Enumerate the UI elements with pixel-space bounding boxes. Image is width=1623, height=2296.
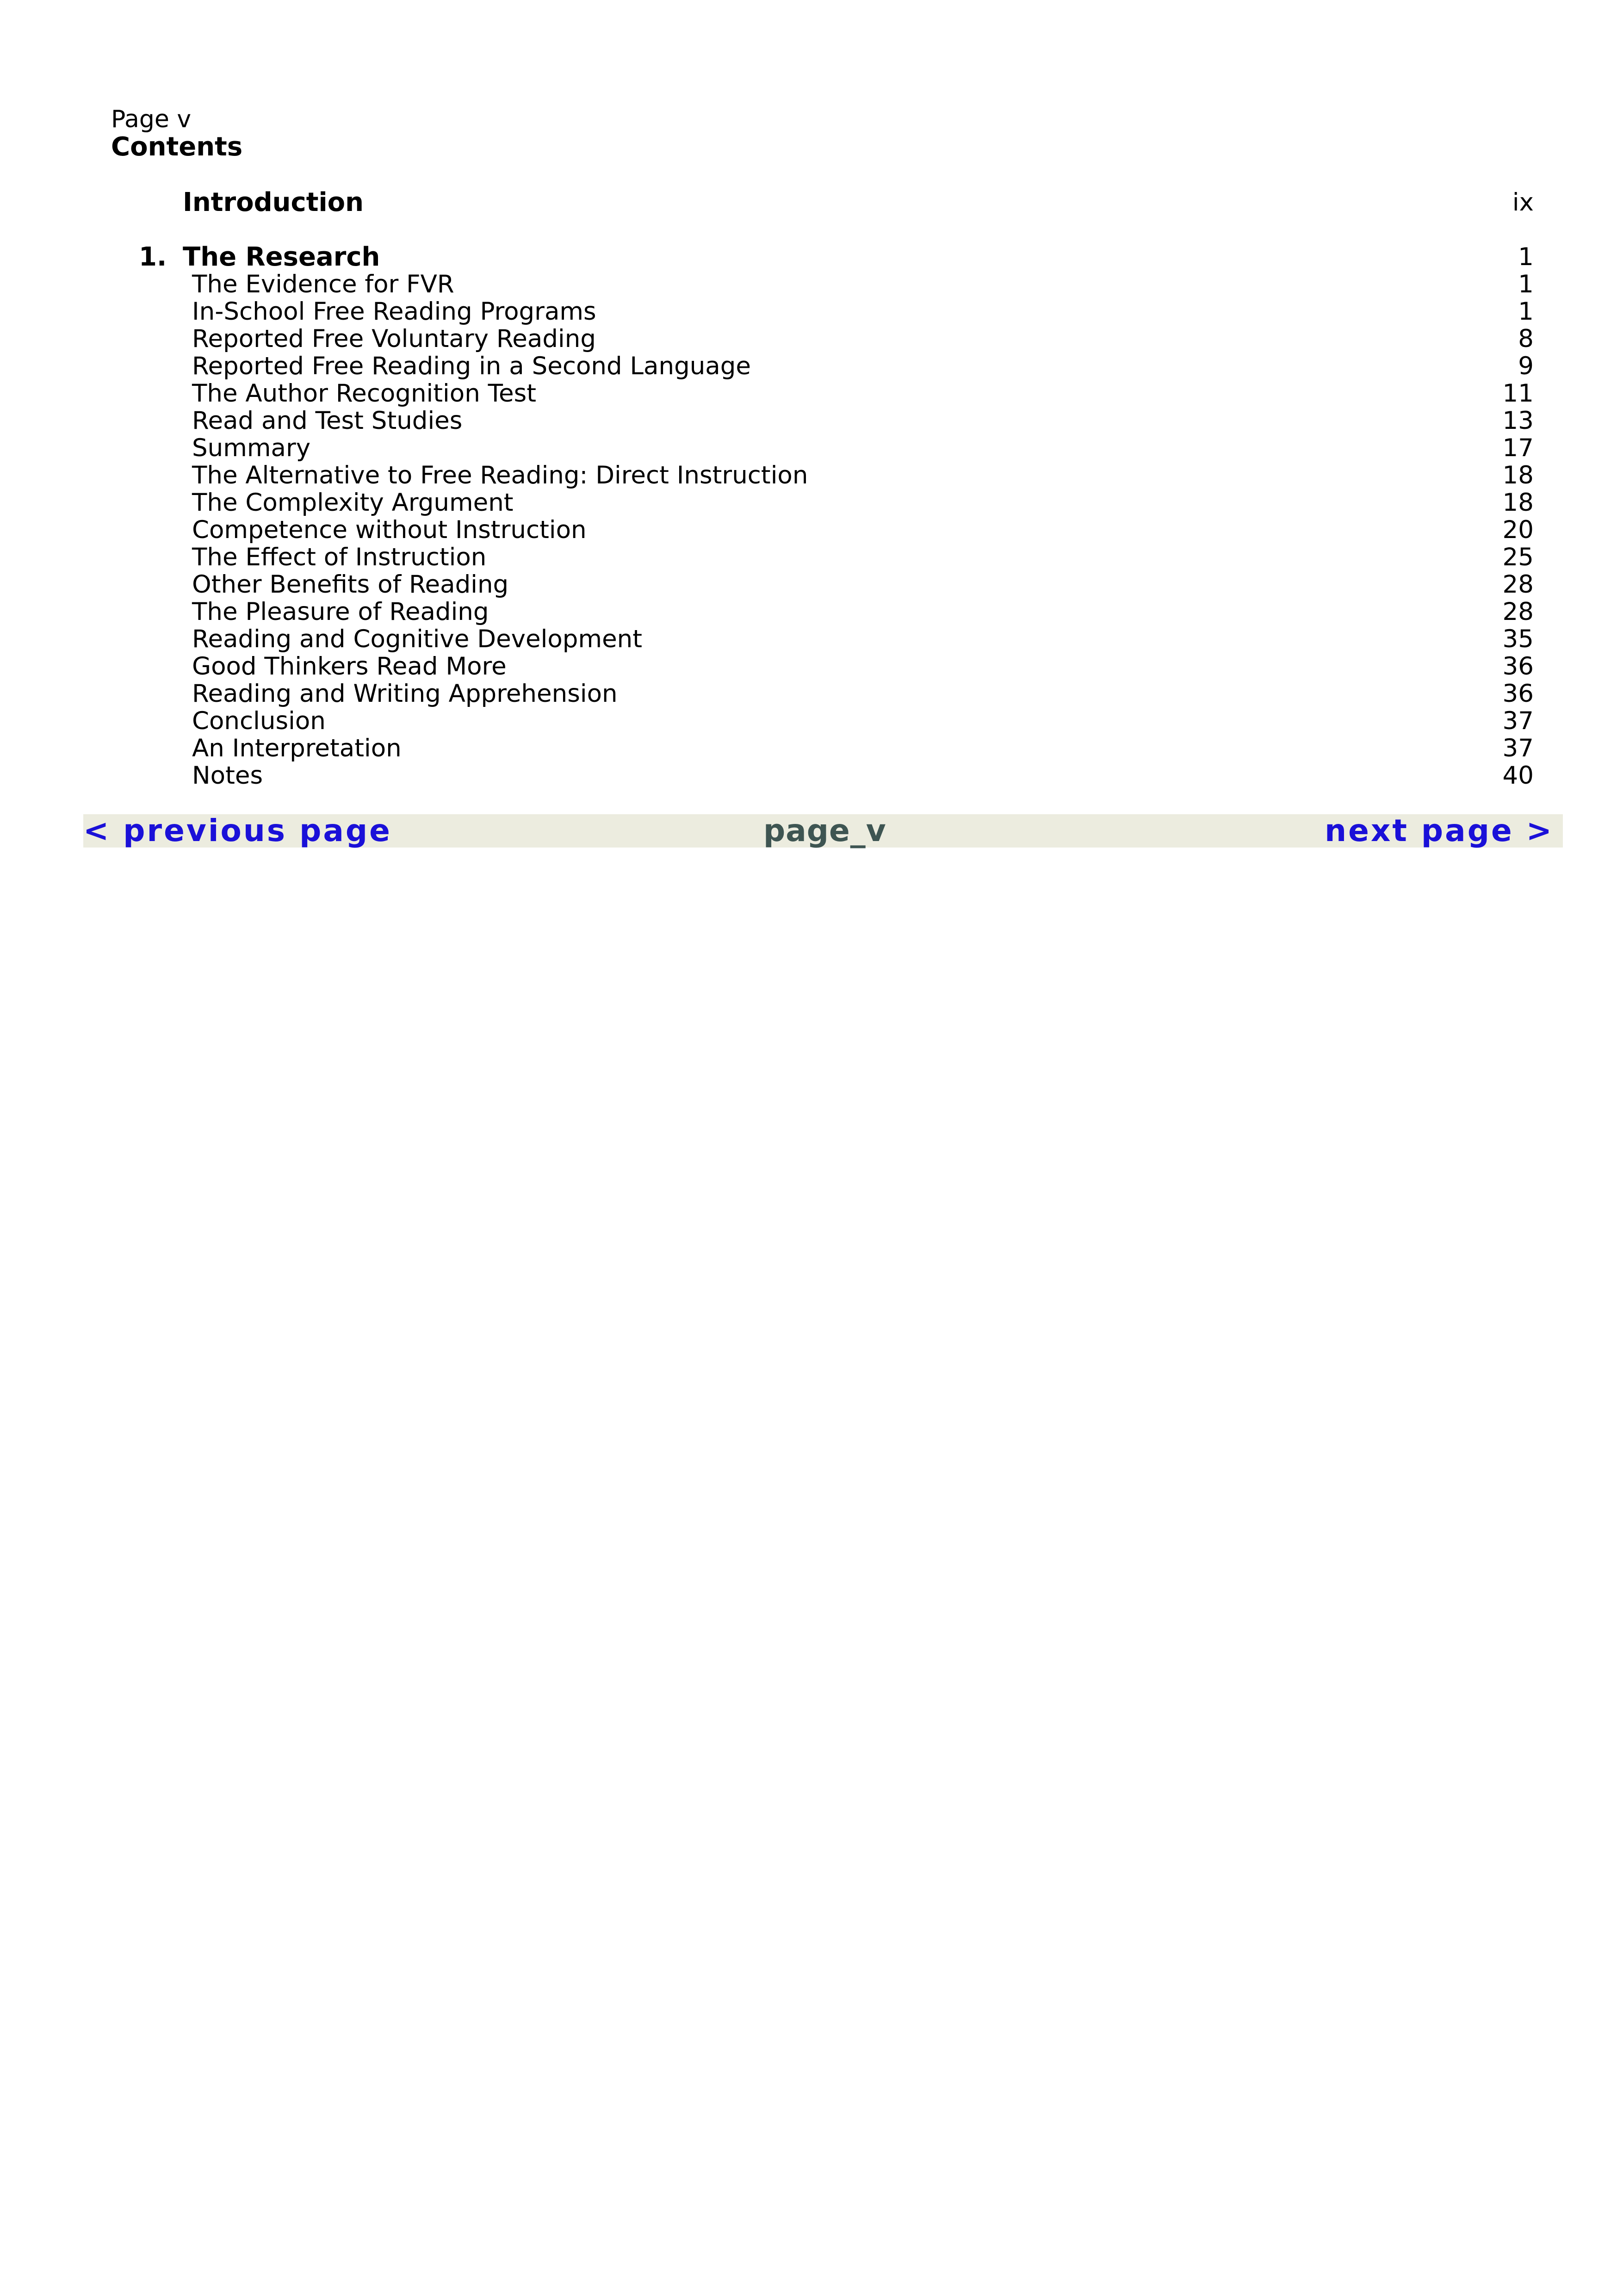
toc-section-page: 37 bbox=[1502, 707, 1534, 735]
toc-section[interactable] bbox=[0, 325, 1623, 353]
toc-section[interactable] bbox=[0, 680, 1623, 708]
toc-section-title: The Pleasure of Reading bbox=[192, 598, 489, 626]
toc-section[interactable] bbox=[0, 516, 1623, 544]
toc-section[interactable] bbox=[0, 762, 1623, 790]
toc-section-page: 36 bbox=[1502, 680, 1534, 708]
toc-section-title: Reported Free Voluntary Reading bbox=[192, 325, 596, 353]
toc-section[interactable] bbox=[0, 434, 1623, 462]
toc-section[interactable] bbox=[0, 298, 1623, 326]
toc-section-title: An Interpretation bbox=[192, 734, 402, 762]
contents-heading: Contents bbox=[111, 132, 243, 162]
toc-section[interactable] bbox=[0, 353, 1623, 380]
toc-section-title: Competence without Instruction bbox=[192, 516, 587, 544]
toc-section[interactable] bbox=[0, 271, 1623, 298]
toc-introduction-page: ix bbox=[1512, 188, 1534, 217]
toc-section-title: Reading and Writing Apprehension bbox=[192, 680, 618, 708]
toc-section-page: 1 bbox=[1518, 297, 1534, 326]
previous-page-link[interactable]: < previous page bbox=[83, 813, 392, 848]
toc-section-page: 17 bbox=[1502, 434, 1534, 462]
toc-section[interactable] bbox=[0, 571, 1623, 599]
toc-section-title: Notes bbox=[192, 761, 263, 790]
toc-section-title: In-School Free Reading Programs bbox=[192, 297, 596, 326]
toc-section-page: 36 bbox=[1502, 652, 1534, 681]
current-page-label: page_v bbox=[763, 813, 886, 848]
toc-section-page: 40 bbox=[1502, 761, 1534, 790]
toc-section-title: The Evidence for FVR bbox=[192, 270, 454, 298]
toc-section-page: 28 bbox=[1502, 570, 1534, 599]
toc-chapter-1[interactable] bbox=[0, 243, 1623, 271]
toc-section-page: 13 bbox=[1502, 407, 1534, 435]
toc-section-title: Other Benefits of Reading bbox=[192, 570, 509, 599]
toc-section[interactable] bbox=[0, 625, 1623, 653]
toc-section-title: Conclusion bbox=[192, 707, 326, 735]
toc-section-title: Summary bbox=[192, 434, 311, 462]
toc-section[interactable] bbox=[0, 489, 1623, 517]
toc-chapter-page: 1 bbox=[1518, 243, 1534, 271]
toc-section-page: 25 bbox=[1502, 543, 1534, 571]
toc-chapter-number: 1. bbox=[139, 242, 167, 272]
next-page-link[interactable]: next page > bbox=[1325, 813, 1554, 848]
toc-section-title: The Alternative to Free Reading: Direct Instruction bbox=[192, 461, 808, 489]
toc-chapter-title: The Research bbox=[183, 242, 380, 272]
toc-section-title: Good Thinkers Read More bbox=[192, 652, 507, 681]
toc-section-title: Reported Free Reading in a Second Language bbox=[192, 352, 751, 380]
toc-section-title: The Author Recognition Test bbox=[192, 379, 537, 408]
toc-section[interactable] bbox=[0, 462, 1623, 489]
toc-section-title: The Complexity Argument bbox=[192, 489, 514, 517]
toc-section[interactable] bbox=[0, 407, 1623, 435]
toc-section-page: 20 bbox=[1502, 516, 1534, 544]
toc-section-page: 18 bbox=[1502, 489, 1534, 517]
toc-section-page: 11 bbox=[1502, 379, 1534, 408]
toc-section-page: 18 bbox=[1502, 461, 1534, 489]
toc-section-page: 9 bbox=[1518, 352, 1534, 380]
toc-section[interactable] bbox=[0, 653, 1623, 681]
toc-section-page: 28 bbox=[1502, 598, 1534, 626]
toc-section-page: 1 bbox=[1518, 270, 1534, 298]
toc-section-page: 37 bbox=[1502, 734, 1534, 762]
toc-introduction[interactable] bbox=[0, 189, 1623, 217]
toc-section[interactable] bbox=[0, 380, 1623, 408]
toc-introduction-title: Introduction bbox=[183, 187, 364, 217]
toc-section[interactable] bbox=[0, 707, 1623, 735]
toc-section[interactable] bbox=[0, 735, 1623, 762]
toc-section-title: Reading and Cognitive Development bbox=[192, 625, 643, 653]
toc-section-title: The Effect of Instruction bbox=[192, 543, 487, 571]
page-navigation-bar bbox=[83, 814, 1563, 848]
toc-section-page: 35 bbox=[1502, 625, 1534, 653]
page-label: Page v bbox=[111, 105, 192, 133]
toc-section[interactable] bbox=[0, 544, 1623, 571]
toc-section-page: 8 bbox=[1518, 325, 1534, 353]
toc-section-title: Read and Test Studies bbox=[192, 407, 463, 435]
toc-section[interactable] bbox=[0, 598, 1623, 626]
